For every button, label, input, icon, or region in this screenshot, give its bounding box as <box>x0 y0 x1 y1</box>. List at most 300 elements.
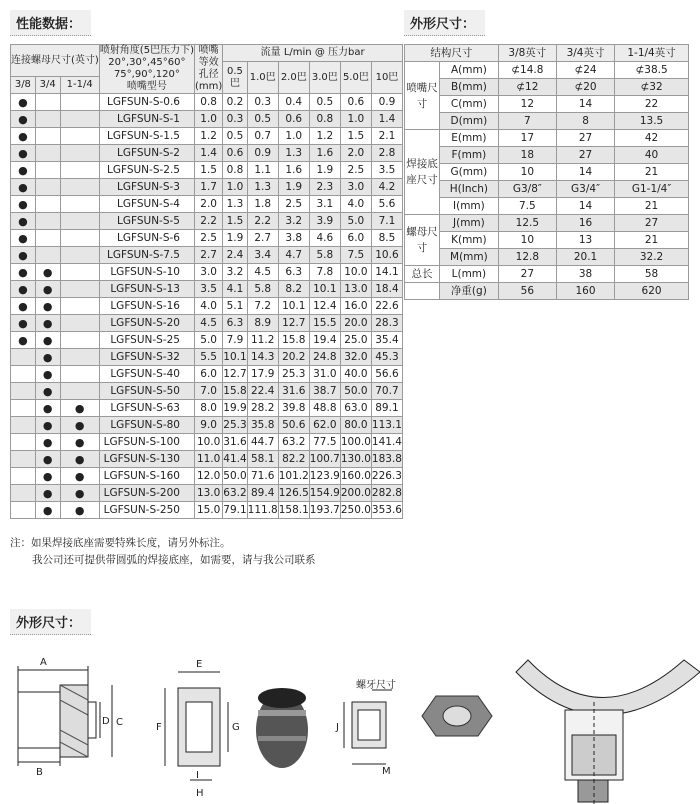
size-availability-dot: ● <box>35 468 60 485</box>
dims-param-cell: A(mm) <box>440 62 499 79</box>
model-cell: LGFSUN-S-20 <box>99 315 194 332</box>
flow-cell: 0.7 <box>247 128 278 145</box>
dim-label-j: J <box>336 722 339 733</box>
size-availability-dot: ● <box>35 502 60 519</box>
dims-value-cell: 10 <box>498 164 556 181</box>
flow-cell: 71.6 <box>247 468 278 485</box>
flow-cell: 7.8 <box>309 264 340 281</box>
flow-cell: 101.2 <box>278 468 309 485</box>
flow-cell: 1.8 <box>247 196 278 213</box>
table-row <box>405 283 689 300</box>
flow-cell: 20.0 <box>340 315 371 332</box>
flow-cell: 100.7 <box>309 451 340 468</box>
orifice-header: 喷嘴等效孔径(mm) <box>194 45 223 92</box>
size-availability-dot <box>60 383 99 400</box>
size-availability-dot: ● <box>35 400 60 417</box>
dims-group-label: 焊接底座尺寸 <box>405 130 440 215</box>
dims-value-cell: 27 <box>615 215 689 232</box>
size-availability-dot <box>11 366 36 383</box>
flow-cell: 24.8 <box>309 349 340 366</box>
flow-cell: 40.0 <box>340 366 371 383</box>
flow-cell: 1.1 <box>247 162 278 179</box>
flow-cell: 62.0 <box>309 417 340 434</box>
dims-value-cell: 27 <box>556 147 614 164</box>
dims-param-cell: K(mm) <box>440 232 499 249</box>
model-cell: LGFSUN-S-0.6 <box>99 94 194 111</box>
flow-cell: 3.2 <box>223 264 247 281</box>
orifice-cell: 2.7 <box>194 247 222 264</box>
flow-cell: 154.9 <box>309 485 340 502</box>
flow-cell: 113.1 <box>371 417 402 434</box>
orifice-cell: 10.0 <box>194 434 222 451</box>
flow-cell: 63.2 <box>278 434 309 451</box>
flow-cell: 22.6 <box>371 298 402 315</box>
size-availability-dot <box>11 451 36 468</box>
table-row <box>11 213 403 230</box>
flow-cell: 25.3 <box>278 366 309 383</box>
size-availability-dot: ● <box>35 366 60 383</box>
dims-value-cell: 58 <box>615 266 689 283</box>
dims-header-cell: 3/8英寸 <box>498 45 556 62</box>
flow-cell: 1.0 <box>223 179 247 196</box>
size-availability-dot: ● <box>60 417 99 434</box>
size-availability-dot: ● <box>35 417 60 434</box>
orifice-cell: 0.8 <box>194 94 222 111</box>
model-cell: LGFSUN-S-130 <box>99 451 194 468</box>
dims-group-label <box>405 283 440 300</box>
dims-group-label: 螺母尺寸 <box>405 215 440 266</box>
model-label: 喷嘴型号 <box>126 81 167 92</box>
flow-cell: 7.5 <box>340 247 371 264</box>
model-cell: LGFSUN-S-6 <box>99 230 194 247</box>
flow-cell: 15.8 <box>223 383 247 400</box>
flow-cell: 14.3 <box>247 349 278 366</box>
dims-value-cell: G1-1/4″ <box>615 181 689 198</box>
flow-cell: 35.8 <box>247 417 278 434</box>
flow-cell: 1.9 <box>278 179 309 196</box>
flow-cell: 25.0 <box>340 332 371 349</box>
flow-cell: 18.4 <box>371 281 402 298</box>
dims-value-cell: 14 <box>556 96 614 113</box>
flow-cell: 13.0 <box>340 281 371 298</box>
dim-label-b: B <box>36 767 43 778</box>
flow-cell: 0.8 <box>309 111 340 128</box>
flow-cell: 4.1 <box>223 281 247 298</box>
dims-value-cell: 14 <box>556 164 614 181</box>
size-availability-dot <box>60 196 99 213</box>
angle-label: 喷射角度(5巴压力下) <box>99 45 194 56</box>
dims-value-cell: 12.8 <box>498 249 556 266</box>
angle-header <box>99 45 194 94</box>
size-availability-dot <box>11 349 36 366</box>
flow-cell: 17.9 <box>247 366 278 383</box>
size-availability-dot: ● <box>11 196 36 213</box>
model-cell: LGFSUN-S-160 <box>99 468 194 485</box>
flow-cell: 226.3 <box>371 468 402 485</box>
size-availability-dot: ● <box>11 162 36 179</box>
flow-cell: 6.3 <box>278 264 309 281</box>
flow-cell: 0.6 <box>278 111 309 128</box>
size-availability-dot <box>60 111 99 128</box>
flow-cell: 48.8 <box>309 400 340 417</box>
dims-value-cell: G3/8″ <box>498 181 556 198</box>
flow-cell: 2.7 <box>247 230 278 247</box>
table-row <box>11 162 403 179</box>
dim-label-h: H <box>196 788 204 799</box>
size-availability-dot: ● <box>11 230 36 247</box>
flow-cell: 3.1 <box>309 196 340 213</box>
dims-value-cell: 16 <box>556 215 614 232</box>
dims-param-cell: L(mm) <box>440 266 499 283</box>
size-availability-dot: ● <box>11 247 36 264</box>
table-row <box>405 249 689 266</box>
size-availability-dot: ● <box>11 315 36 332</box>
nozzle-drawing <box>18 666 112 766</box>
size-availability-dot <box>35 213 60 230</box>
flow-cell: 63.0 <box>340 400 371 417</box>
flow-cell: 10.1 <box>278 298 309 315</box>
flow-cell: 0.9 <box>371 94 402 111</box>
flow-cell: 0.5 <box>309 94 340 111</box>
table-row <box>11 94 403 111</box>
flow-cell: 50.0 <box>223 468 247 485</box>
size-availability-dot: ● <box>35 298 60 315</box>
flow-cell: 0.6 <box>340 94 371 111</box>
dim-label-f: F <box>156 722 162 733</box>
dims-param-cell: B(mm) <box>440 79 499 96</box>
orifice-cell: 2.0 <box>194 196 222 213</box>
table-row <box>405 215 689 232</box>
table-row <box>405 130 689 147</box>
table-row <box>11 417 403 434</box>
orifice-cell: 1.5 <box>194 162 222 179</box>
table-row <box>405 181 689 198</box>
dims-value-cell: 7.5 <box>498 198 556 215</box>
model-cell: LGFSUN-S-2.5 <box>99 162 194 179</box>
flow-cell: 38.7 <box>309 383 340 400</box>
flow-cell: 3.9 <box>309 213 340 230</box>
size-availability-dot <box>35 128 60 145</box>
size-availability-dot <box>35 247 60 264</box>
size-availability-dot: ● <box>11 145 36 162</box>
size-availability-dot <box>11 400 36 417</box>
size-availability-dot: ● <box>60 434 99 451</box>
dims-value-cell: 40 <box>615 147 689 164</box>
conn-size-header <box>11 45 100 77</box>
flow-cell: 41.4 <box>223 451 247 468</box>
flow-cell: 183.8 <box>371 451 402 468</box>
dim-label-e: E <box>196 659 203 670</box>
flow-cell: 79.1 <box>223 502 247 519</box>
flow-cell: 82.2 <box>278 451 309 468</box>
flow-cell: 5.0 <box>340 213 371 230</box>
size-availability-dot <box>11 502 36 519</box>
flow-cell: 2.1 <box>371 128 402 145</box>
flow-cell: 282.8 <box>371 485 402 502</box>
table-row <box>11 366 403 383</box>
flow-cell: 3.0 <box>340 179 371 196</box>
dims-value-cell: ⊄20 <box>556 79 614 96</box>
orifice-cell: 2.5 <box>194 230 222 247</box>
flow-cell: 10.6 <box>371 247 402 264</box>
model-cell: LGFSUN-S-10 <box>99 264 194 281</box>
model-cell: LGFSUN-S-1 <box>99 111 194 128</box>
table-row <box>11 264 403 281</box>
size-availability-dot: ● <box>35 264 60 281</box>
model-cell: LGFSUN-S-63 <box>99 400 194 417</box>
flow-cell: 10.1 <box>309 281 340 298</box>
table-row <box>11 349 403 366</box>
flow-cell: 20.2 <box>278 349 309 366</box>
model-cell: LGFSUN-S-50 <box>99 383 194 400</box>
flow-cell: 1.5 <box>340 128 371 145</box>
flow-cell: 2.2 <box>247 213 278 230</box>
dims-value-cell: ⊄24 <box>556 62 614 79</box>
pressure-header: 1.0巴 <box>247 62 278 94</box>
flow-cell: 0.4 <box>278 94 309 111</box>
flow-cell: 50.6 <box>278 417 309 434</box>
flow-cell: 5.8 <box>309 247 340 264</box>
flow-cell: 1.3 <box>247 179 278 196</box>
size-availability-dot: ● <box>60 451 99 468</box>
size-availability-dot: ● <box>11 332 36 349</box>
note-2: 我公司还可提供带圆弧的焊接底座，如需要，请与我公司联系 <box>32 554 316 566</box>
flow-header: 流量 L/min @ 压力bar <box>223 45 403 62</box>
orifice-cell: 1.4 <box>194 145 222 162</box>
table-row <box>11 230 403 247</box>
performance-table <box>10 44 403 519</box>
dims-value-cell: ⊄12 <box>498 79 556 96</box>
notes <box>10 535 316 569</box>
size-availability-dot <box>35 196 60 213</box>
dims-value-cell: 10 <box>498 232 556 249</box>
model-cell: LGFSUN-S-80 <box>99 417 194 434</box>
section-title-performance: 性能数据： <box>10 10 91 36</box>
flow-cell: 1.5 <box>223 213 247 230</box>
size-availability-dot: ● <box>60 468 99 485</box>
weld-base-photo <box>256 688 308 768</box>
size-availability-dot <box>60 94 99 111</box>
size-availability-dot <box>35 179 60 196</box>
table-row <box>405 164 689 181</box>
flow-cell: 3.2 <box>278 213 309 230</box>
dims-group-label: 总长 <box>405 266 440 283</box>
dims-param-cell: C(mm) <box>440 96 499 113</box>
orifice-cell: 15.0 <box>194 502 222 519</box>
dims-param-cell: H(Inch) <box>440 181 499 198</box>
flow-cell: 1.0 <box>340 111 371 128</box>
flow-cell: 1.6 <box>278 162 309 179</box>
flow-cell: 3.8 <box>278 230 309 247</box>
model-cell: LGFSUN-S-16 <box>99 298 194 315</box>
flow-cell: 32.0 <box>340 349 371 366</box>
orifice-cell: 12.0 <box>194 468 222 485</box>
flow-cell: 58.1 <box>247 451 278 468</box>
flow-cell: 0.8 <box>223 162 247 179</box>
pressure-header: 5.0巴 <box>340 62 371 94</box>
size-availability-dot <box>60 332 99 349</box>
flow-cell: 1.9 <box>309 162 340 179</box>
table-row <box>11 485 403 502</box>
nut-drawing <box>344 690 392 764</box>
dims-param-cell: 净重(g) <box>440 283 499 300</box>
flow-cell: 111.8 <box>247 502 278 519</box>
flow-cell: 100.0 <box>340 434 371 451</box>
size-availability-dot: ● <box>60 502 99 519</box>
dims-param-cell: D(mm) <box>440 113 499 130</box>
dims-value-cell: ⊄32 <box>615 79 689 96</box>
size-availability-dot: ● <box>35 485 60 502</box>
size-availability-dot <box>60 264 99 281</box>
dims-value-cell: 160 <box>556 283 614 300</box>
dims-value-cell: ⊄14.8 <box>498 62 556 79</box>
flow-cell: 50.0 <box>340 383 371 400</box>
flow-cell: 16.0 <box>340 298 371 315</box>
orifice-cell: 1.7 <box>194 179 222 196</box>
size-availability-dot <box>60 298 99 315</box>
orifice-cell: 7.0 <box>194 383 222 400</box>
assembly-drawing <box>516 660 700 804</box>
flow-cell: 2.0 <box>340 145 371 162</box>
dims-value-cell: G3/4″ <box>556 181 614 198</box>
size-availability-dot <box>35 162 60 179</box>
flow-cell: 1.4 <box>371 111 402 128</box>
flow-cell: 158.1 <box>278 502 309 519</box>
size-availability-dot: ● <box>11 213 36 230</box>
flow-cell: 89.4 <box>247 485 278 502</box>
orifice-cell: 3.0 <box>194 264 222 281</box>
section-title-dimensions: 外形尺寸： <box>404 10 485 36</box>
flow-cell: 1.2 <box>309 128 340 145</box>
table-row <box>11 383 403 400</box>
dims-param-cell: F(mm) <box>440 147 499 164</box>
orifice-cell: 2.2 <box>194 213 222 230</box>
orifice-cell: 8.0 <box>194 400 222 417</box>
model-cell: LGFSUN-S-250 <box>99 502 194 519</box>
size-availability-dot: ● <box>35 383 60 400</box>
flow-cell: 89.1 <box>371 400 402 417</box>
model-cell: LGFSUN-S-200 <box>99 485 194 502</box>
flow-cell: 15.8 <box>278 332 309 349</box>
flow-cell: 80.0 <box>340 417 371 434</box>
flow-cell: 10.0 <box>340 264 371 281</box>
size-availability-dot <box>11 434 36 451</box>
dims-value-cell: 18 <box>498 147 556 164</box>
flow-cell: 193.7 <box>309 502 340 519</box>
table-row <box>405 113 689 130</box>
size-availability-dot: ● <box>11 179 36 196</box>
dims-value-cell: 12 <box>498 96 556 113</box>
dims-value-cell: 21 <box>615 198 689 215</box>
flow-cell: 6.0 <box>340 230 371 247</box>
dims-value-cell: 13 <box>556 232 614 249</box>
table-row <box>11 196 403 213</box>
flow-cell: 7.9 <box>223 332 247 349</box>
flow-cell: 160.0 <box>340 468 371 485</box>
flow-cell: 4.2 <box>371 179 402 196</box>
dims-value-cell: 21 <box>615 164 689 181</box>
flow-cell: 12.7 <box>223 366 247 383</box>
pressure-header: 10巴 <box>371 62 402 94</box>
size-availability-dot: ● <box>11 94 36 111</box>
model-cell: LGFSUN-S-1.5 <box>99 128 194 145</box>
size-availability-dot <box>60 230 99 247</box>
dims-param-cell: E(mm) <box>440 130 499 147</box>
dims-header-cell: 结构尺寸 <box>405 45 499 62</box>
size-availability-dot: ● <box>60 485 99 502</box>
flow-cell: 130.0 <box>340 451 371 468</box>
model-cell: LGFSUN-S-2 <box>99 145 194 162</box>
dims-value-cell: ⊄38.5 <box>615 62 689 79</box>
model-cell: LGFSUN-S-25 <box>99 332 194 349</box>
dims-value-cell: 27 <box>556 130 614 147</box>
flow-cell: 4.6 <box>309 230 340 247</box>
model-cell: LGFSUN-S-4 <box>99 196 194 213</box>
size-availability-dot <box>60 179 99 196</box>
size-availability-dot: ● <box>35 332 60 349</box>
thread-size-label: 螺牙尺寸 <box>356 680 396 691</box>
pressure-header: 0.5巴 <box>223 62 247 94</box>
orifice-cell: 6.0 <box>194 366 222 383</box>
size-availability-dot <box>60 145 99 162</box>
dims-value-cell: 32.2 <box>615 249 689 266</box>
model-cell: LGFSUN-S-7.5 <box>99 247 194 264</box>
flow-cell: 77.5 <box>309 434 340 451</box>
flow-cell: 5.6 <box>371 196 402 213</box>
size-availability-dot <box>11 485 36 502</box>
dim-label-i: I <box>196 770 199 781</box>
flow-cell: 8.2 <box>278 281 309 298</box>
size-availability-dot <box>11 383 36 400</box>
table-row <box>11 179 403 196</box>
nut-photo <box>422 696 492 736</box>
dim-label-d: D <box>102 716 110 727</box>
size-availability-dot: ● <box>11 298 36 315</box>
flow-cell: 6.3 <box>223 315 247 332</box>
conn-size-label: 连接螺母尺寸(英寸) <box>11 54 99 66</box>
flow-cell: 0.5 <box>223 128 247 145</box>
dims-value-cell: 27 <box>498 266 556 283</box>
dims-header-cell: 1-1/4英寸 <box>615 45 689 62</box>
size-availability-dot <box>35 230 60 247</box>
dimension-drawings <box>0 640 700 804</box>
dims-param-cell: G(mm) <box>440 164 499 181</box>
dims-value-cell: 22 <box>615 96 689 113</box>
table-row <box>405 96 689 113</box>
flow-cell: 1.3 <box>223 196 247 213</box>
flow-cell: 4.5 <box>247 264 278 281</box>
flow-cell: 19.4 <box>309 332 340 349</box>
flow-cell: 22.4 <box>247 383 278 400</box>
size-availability-dot <box>35 94 60 111</box>
angles-line2: 75°,90°,120° <box>113 69 180 80</box>
table-row <box>11 247 403 264</box>
flow-cell: 0.5 <box>247 111 278 128</box>
dims-value-cell: 21 <box>615 232 689 249</box>
conn-size-col: 1-1/4 <box>60 77 99 94</box>
flow-cell: 200.0 <box>340 485 371 502</box>
flow-cell: 7.2 <box>247 298 278 315</box>
orifice-cell: 9.0 <box>194 417 222 434</box>
flow-cell: 0.3 <box>247 94 278 111</box>
table-row <box>11 315 403 332</box>
flow-cell: 250.0 <box>340 502 371 519</box>
orifice-cell: 13.0 <box>194 485 222 502</box>
flow-cell: 25.3 <box>223 417 247 434</box>
flow-cell: 14.1 <box>371 264 402 281</box>
size-availability-dot <box>60 366 99 383</box>
flow-cell: 0.6 <box>223 145 247 162</box>
